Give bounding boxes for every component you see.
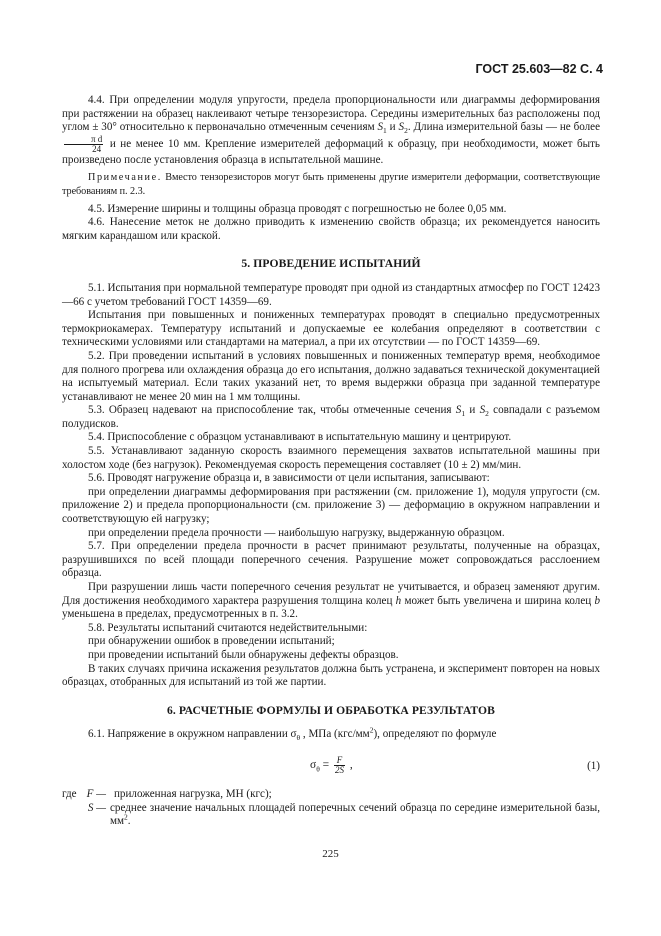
formula-1 [62, 748, 600, 784]
legend-f: где F — приложенная нагрузка, МН (кгс); [62, 787, 272, 800]
paragraph-5-8: 5.8. Результаты испытаний считаются недействительными: [88, 621, 368, 634]
section-5-title: 5. ПРОВЕДЕНИЕ ИСПЫТАНИЙ [241, 257, 421, 271]
paragraph-4-6: 4.6. Нанесение меток не должно приводить к изменению свойств образца; их рекомендуется наносить мягким карандашом или краской. [62, 216, 600, 242]
paragraph-6-1: 6.1. Напряжение в окружном направлении $\sigma_\theta$ , МПа $(кгс/мм^2)$, определяют по формуле [88, 725, 497, 743]
paragraph-5-5: 5.5. Устанавливают заданную скорость взаимного перемещения захватов испытательной машины при холостом ходе (без нагрузок). Рекомендуемая скорость перемещения составляет (10 ± 2) мм/мин. [62, 445, 600, 471]
section-6-title: 6. РАСЧЕТНЫЕ ФОРМУЛЫ И ОБРАБОТКА РЕЗУЛЬТАТОВ [167, 703, 495, 717]
formula-number: (1) [587, 759, 600, 772]
paragraph-5-7b: При разрушении лишь части поперечного сечения результат не учитывается, и образец заменяют другим. Для достижения необходимого характера разрушения толщина колец h может быть увеличена и ширина колец b уменьшена в пределах, предусмотренных в п. 3.2. [62, 581, 600, 621]
paragraph-5-7: 5.7. При определении предела прочности в расчет принимают результаты, полученные на образцах, разрушившихся по всей площади поперечного сечения. Разрушение может сопровождаться расслоением образца. [62, 540, 600, 580]
paragraph-5-4: 5.4. Приспособление с образцом устанавливают в испытательную машину и центрируют. [88, 431, 512, 444]
legend-s: S — среднее значение начальных площадей поперечных сечений образца по середине измерительной базы, $мм^2$. [87, 801, 600, 828]
paragraph-4-5: 4.5. Измерение ширины и толщины образца проводят с погрешностью не более 0,05 мм. [88, 202, 507, 215]
paragraph-5-8b: при проведении испытаний были обнаружены дефекты образцов. [88, 648, 399, 661]
document-body [62, 94, 600, 829]
base-length-fraction: $\frac{\text{π d}}{24}$ [64, 135, 103, 154]
page-number: 225 [322, 848, 339, 860]
note: Примечание. Вместо тензорезисторов могут быть применены другие измерители деформации, соответствующие требованиям п. 2.3. [62, 172, 600, 197]
paragraph-5-6a: при определении диаграммы деформирования при растяжении (см. приложение 1), модуля упругости (см. приложение 2) и предела пропорциональности (см. приложение 3) — деформацию в окружном направлении и соответствующую ей нагрузку; [62, 485, 600, 526]
page-header: ГОСТ 25.603—82 С. 4 [475, 62, 603, 76]
paragraph-4-4: 4.4. При определении модуля упругости, предела пропорциональности или диаграммы деформирования при растяжении на образец наклеивают четыре тензорезистора. Середины измерительных баз расположены под углом ± 30° относительно к первоначально отмеченным сечениям $S_1$ и $S_2$. Длина измерительной базы — не более $\frac{\text{π d}}{24}$ и не менее 10 мм. Крепление измерителей деформаций к образцу, при необходимости, может быть произведено после установления образца в испытательной машине. [62, 94, 601, 166]
paragraph-5-1: 5.1. Испытания при нормальной температуре проводят при одной из стандартных атмосфер по ГОСТ 12423—66 с учетом требований ГОСТ 14359—69. [62, 281, 600, 308]
formula-fraction: $\frac{F}{2S}$ [335, 754, 345, 775]
paragraph-5-2: 5.2. При проведении испытаний в условиях повышенных и пониженных температур время, необходимое для полного прогрева или охлаждения образца до его испытания, должно задаваться технической документацией на испытуемый материал. Если таких указаний нет, то время выдержки образца при заданной температуре устанавливают не менее 20 мин на 1 мм толщины. [62, 349, 600, 403]
paragraph-5-6b: при определении предела прочности — наибольшую нагрузку, выдержанную образцом. [88, 526, 505, 539]
paragraph-5-8c: В таких случаях причина искажения результатов должна быть устранена, и эксперимент повторен на новых образцах, отобранных для испытаний из той же партии. [62, 662, 600, 689]
paragraph-5-6: 5.6. Проводят нагружение образца и, в зависимости от цели испытания, записывают: [88, 472, 490, 485]
paragraph-5-1b: Испытания при повышенных и пониженных температурах проводят в специально предусмотренных термокриокамерах. Температуру испытаний и допускаемые ее колебания определяют в соответствии с техническими условиями или стандартами на материал, а при их отсутствии — по ГОСТ 14359—69. [62, 309, 600, 349]
paragraph-5-3: 5.3. Образец надевают на приспособление так, чтобы отмеченные сечения $S_1$ и $S_2$ совпадали с разъемом полудисков. [62, 404, 601, 430]
stress-formula: $\sigma_\theta$ = $\frac{F}{2S}$ , [310, 754, 353, 775]
paragraph-5-8a: при обнаружении ошибок в проведении испытаний; [88, 635, 335, 648]
